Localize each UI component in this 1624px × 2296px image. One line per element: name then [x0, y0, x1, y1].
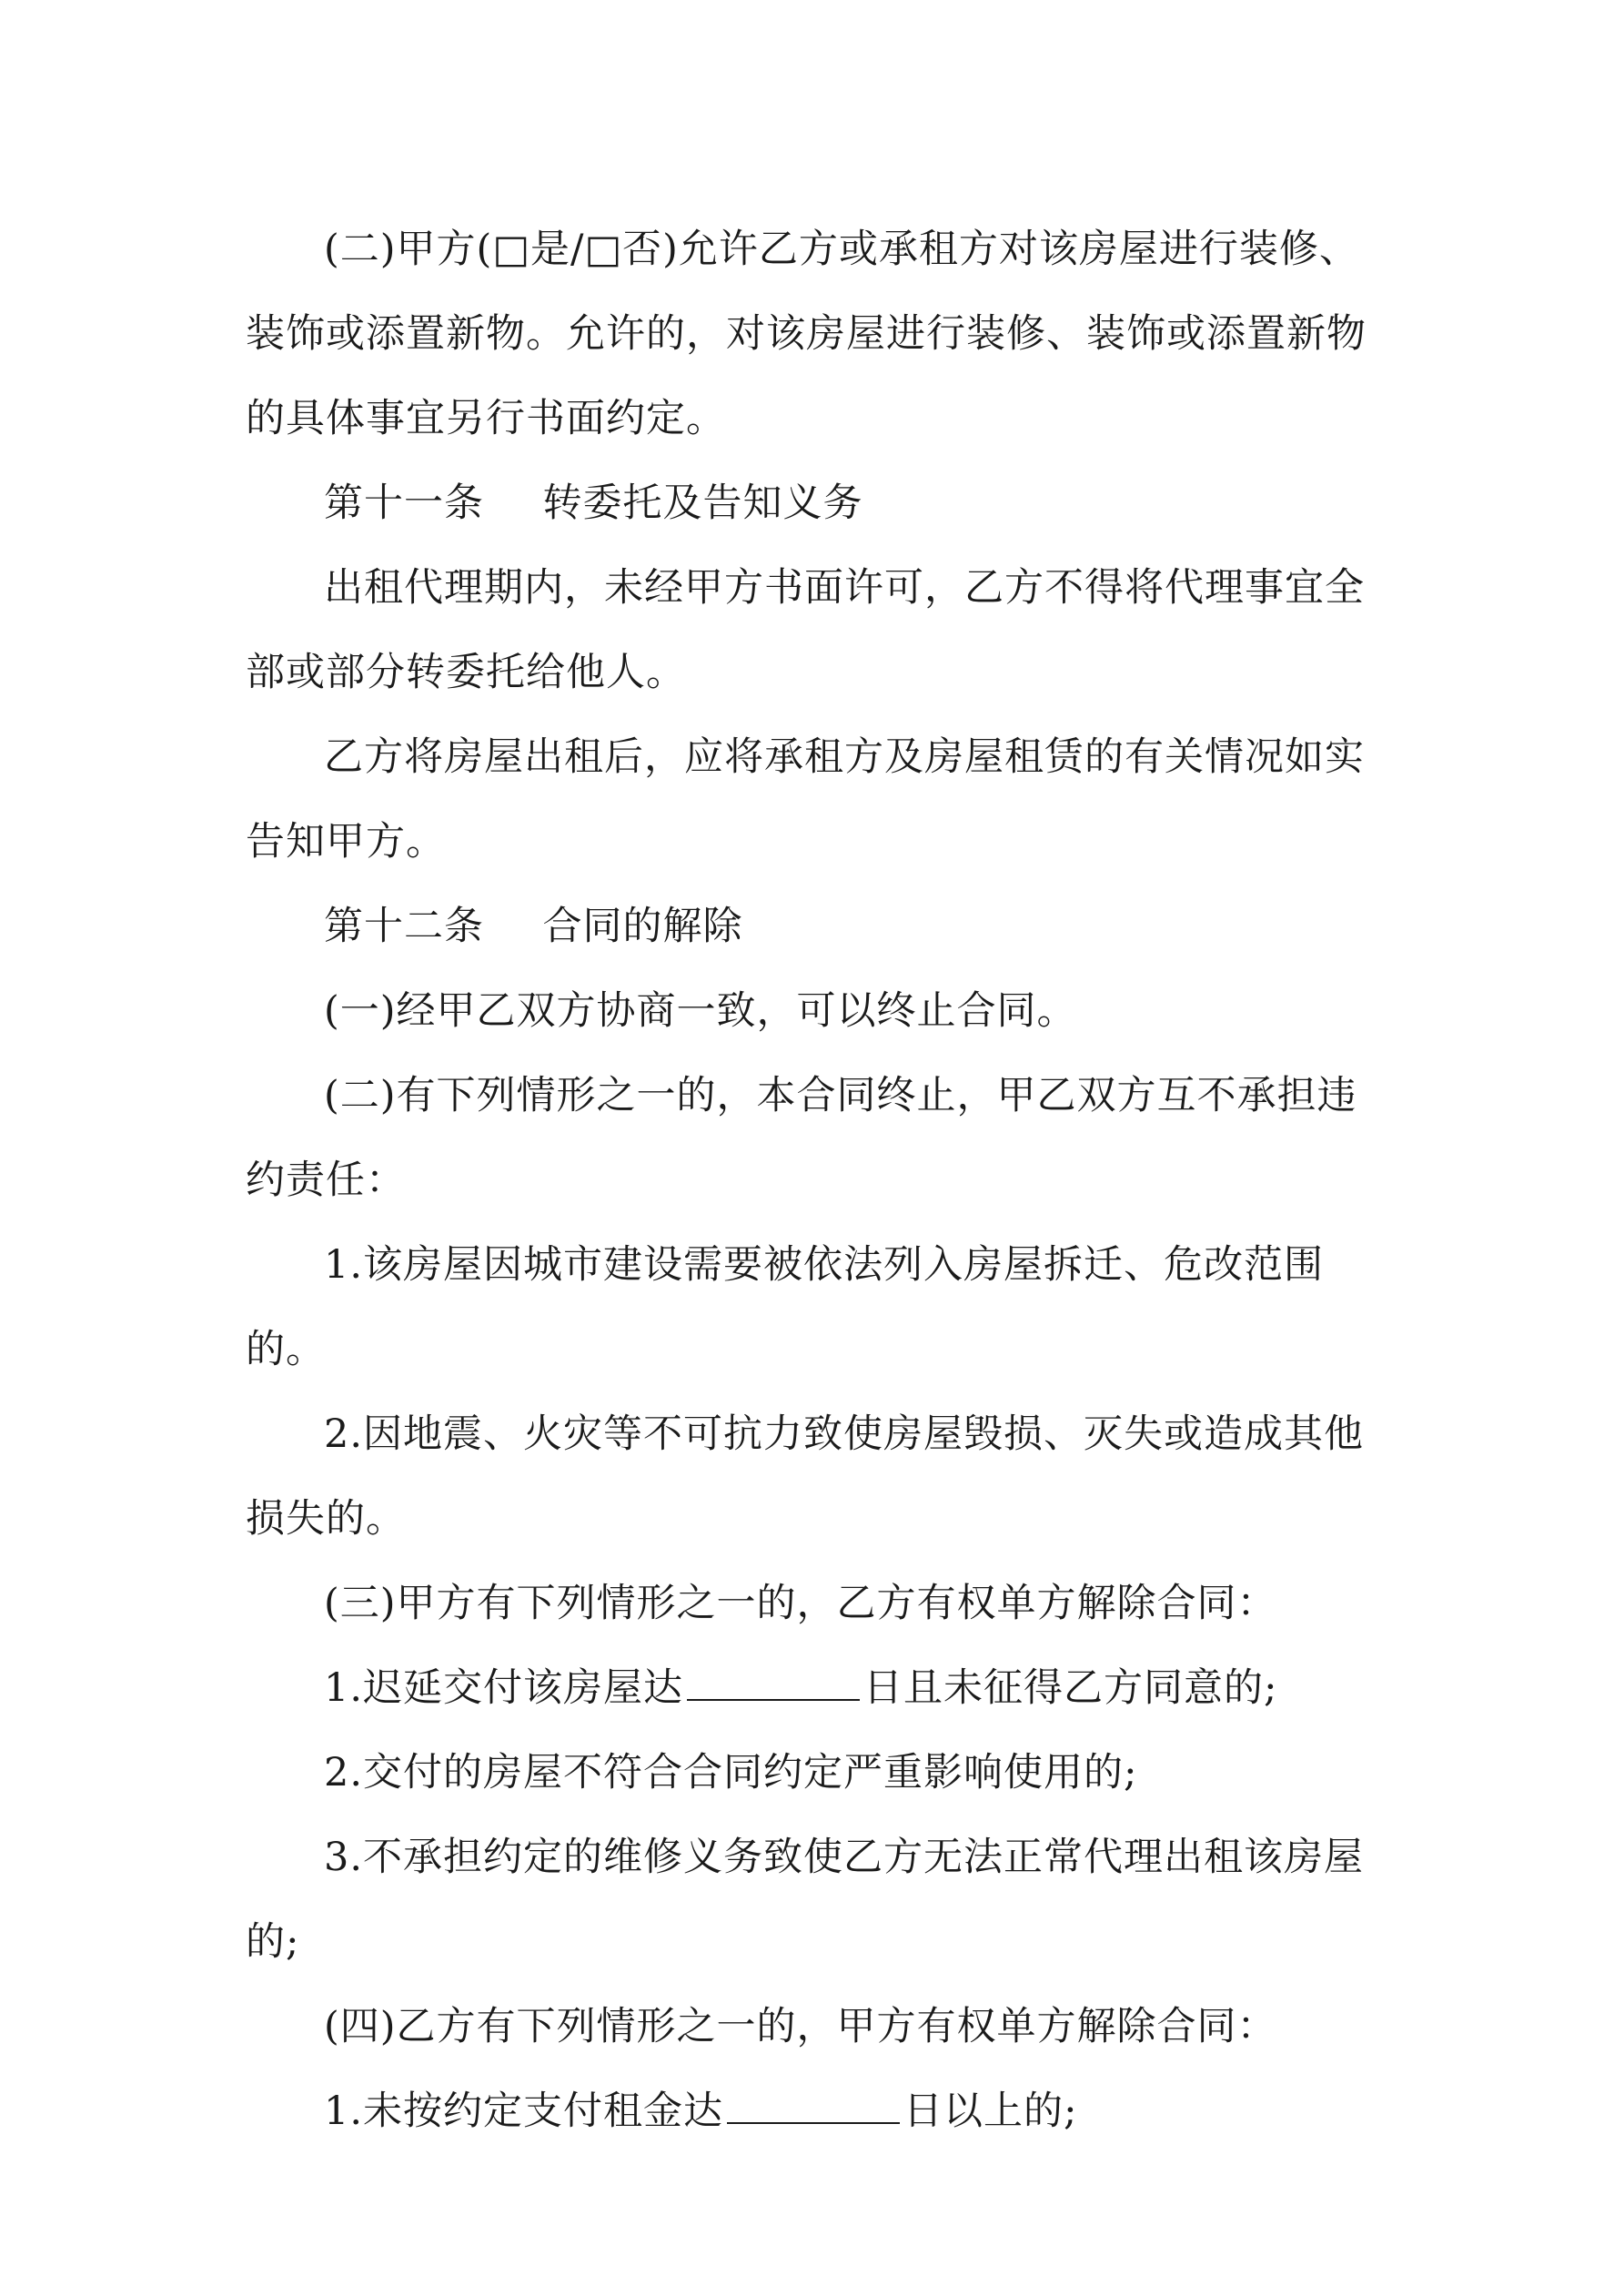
fill-in-blank-days	[727, 2089, 900, 2124]
article-number: 第十一条	[324, 480, 484, 526]
clause-text-after-blank: 日且未征得乙方同意的;	[863, 1665, 1278, 1711]
article-11-heading	[246, 461, 1392, 546]
list-item-force-majeure: 2.因地震、火灾等不可抗力致使房屋毁损、灭失或造成其他损失的。	[246, 1411, 1365, 1542]
article-12-heading	[246, 885, 1392, 969]
list-item-nonconforming-house: 2.交付的房屋不符合合同约定严重影响使用的;	[324, 1750, 1138, 1795]
list-item-demolition: 1.该房屋因城市建设需要被依法列入房屋拆迁、危改范围的。	[246, 1242, 1325, 1372]
list-item-delayed-delivery	[246, 1646, 1392, 1731]
clause-text-after-blank: 日以上的;	[903, 2089, 1078, 2134]
document-body	[246, 207, 1392, 2154]
paragraph-party-b-rescission: (三)甲方有下列情形之一的，乙方有权单方解除合同：	[324, 1581, 1277, 1626]
article-number: 第十二条	[324, 904, 484, 949]
clause-text-before-blank: 1.未按约定支付租金达	[324, 2089, 724, 2134]
fill-in-blank-days	[687, 1666, 860, 1701]
list-item-no-maintenance: 3.不承担约定的维修义务致使乙方无法正常代理出租该房屋的;	[246, 1835, 1365, 1965]
clause-text-before-blank: 1.迟延交付该房屋达	[324, 1665, 684, 1711]
list-item-unpaid-rent	[246, 2069, 1392, 2154]
article-title: 转委托及告知义务	[542, 480, 863, 526]
article-title: 合同的解除	[542, 904, 743, 949]
paragraph-notify-party-a: 乙方将房屋出租后，应将承租方及房屋租赁的有关情况如实告知甲方。	[246, 734, 1365, 865]
paragraph-mutual-termination: (一)经甲乙双方协商一致，可以终止合同。	[324, 988, 1077, 1034]
paragraph-party-a-rescission: (四)乙方有下列情形之一的，甲方有权单方解除合同：	[324, 2004, 1277, 2049]
paragraph-termination-cases: (二)有下列情形之一的，本合同终止，甲乙双方互不承担违约责任：	[246, 1073, 1357, 1203]
paragraph-no-subdelegation: 出租代理期内，未经甲方书面许可，乙方不得将代理事宜全部或部分转委托给他人。	[246, 565, 1365, 695]
paragraph-decoration-permission: (二)甲方(□是/□否)允许乙方或承租方对该房屋进行装修、装饰或添置新物。允许的，对该房屋进行装修、装饰或添置新物的具体事宜另行书面约定。	[246, 227, 1367, 441]
